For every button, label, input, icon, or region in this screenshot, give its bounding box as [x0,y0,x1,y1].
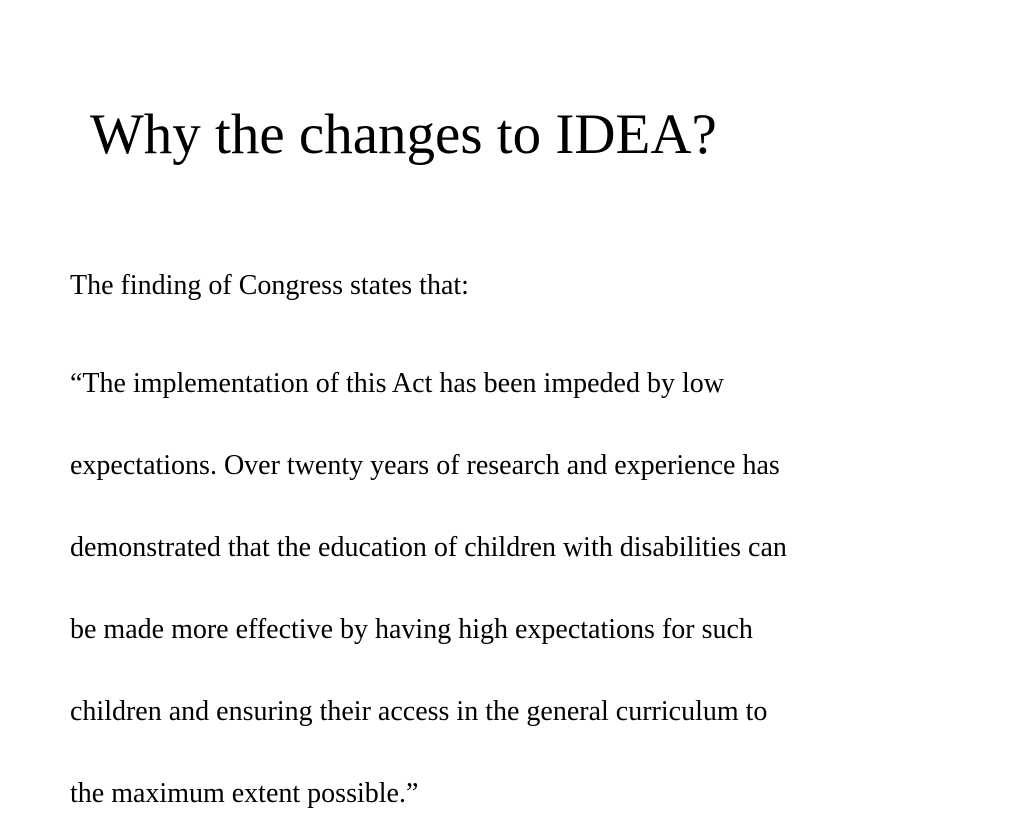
quote-line: demonstrated that the education of children with disabilities can [70,532,787,563]
congress-quote [70,322,970,814]
quote-line: the maximum extent possible.” [70,778,419,809]
slide-title: Why the changes to IDEA? [90,103,717,166]
quote-line: expectations. Over twenty years of research and experience has [70,450,780,481]
slide-body [70,266,970,814]
quote-line: children and ensuring their access in the general curriculum to [70,696,768,727]
quote-line: be made more effective by having high expectations for such [70,614,753,645]
intro-text: The finding of Congress states that: [70,270,469,301]
quote-line: “The implementation of this Act has been impeded by low [70,368,724,399]
